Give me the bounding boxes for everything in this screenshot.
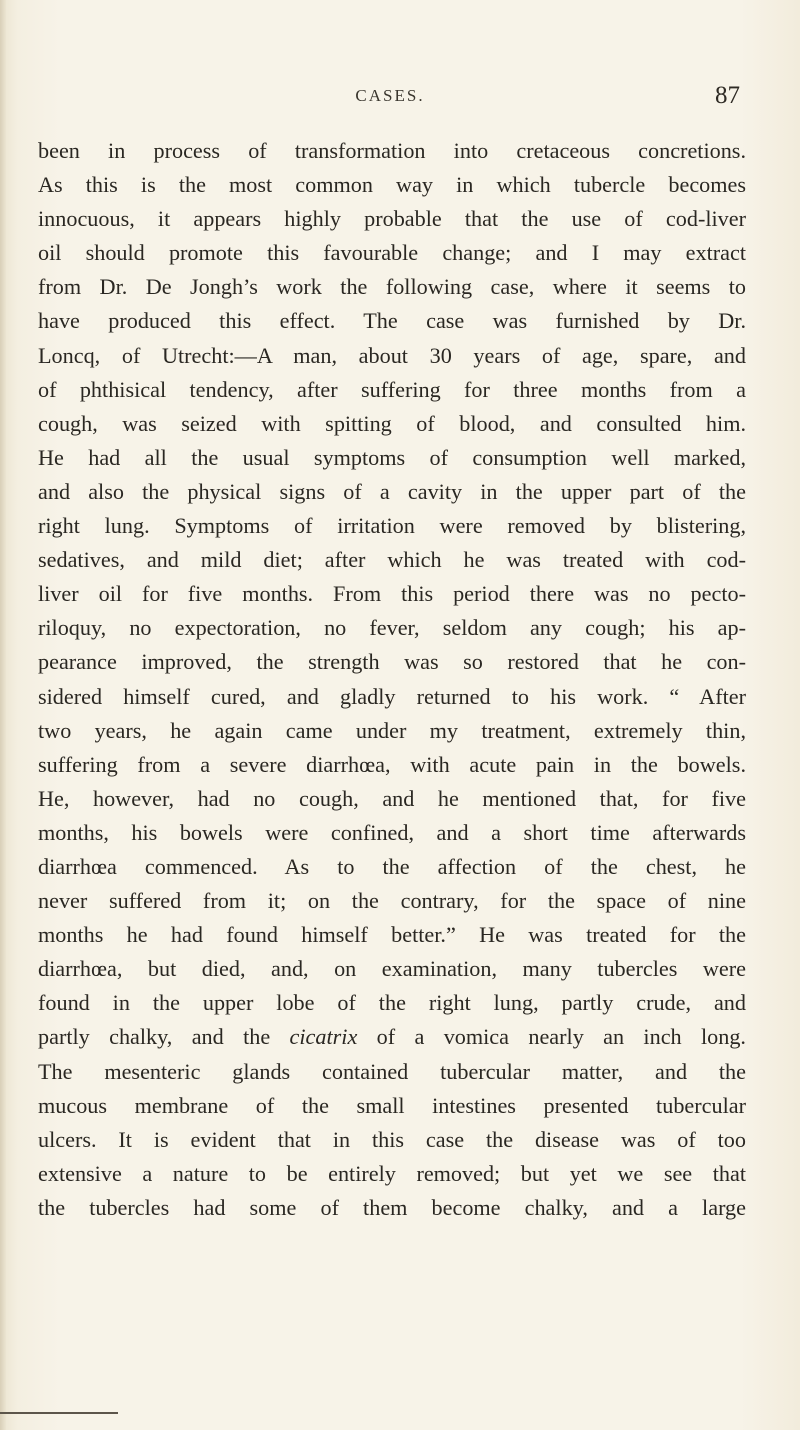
bottom-edge-mark (0, 1412, 118, 1414)
text-line: of phthisical tendency, after suffering for three months from a (38, 376, 746, 402)
text-line: diarrhœa, but died, and, on examination, many tubercles were (38, 956, 746, 982)
text-line-with-italic (38, 1020, 746, 1054)
text-line: Loncq, of Utrecht:—A man, about 30 years of age, spare, and (38, 342, 746, 368)
text-line: oil should promote this favourable change; and I may extract (38, 240, 746, 266)
page-number: 87 (715, 82, 740, 109)
text-line: have produced this effect. The case was furnished by Dr. (38, 308, 746, 334)
text-line: from Dr. De Jongh’s work the following case, where it seems to (38, 274, 746, 300)
text-line: The mesenteric glands contained tubercular matter, and the (38, 1058, 746, 1084)
text-line: sidered himself cured, and gladly returned to his work. “ After (38, 683, 746, 709)
page-binding-edge (0, 0, 6, 1430)
text-line: He, however, had no cough, and he mentioned that, for five (38, 785, 746, 811)
text-line: He had all the usual symptoms of consumption well marked, (38, 444, 746, 470)
text-line: mucous membrane of the small intestines presented tubercular (38, 1092, 746, 1118)
text-line: pearance improved, the strength was so restored that he con- (38, 649, 746, 675)
text-line: found in the upper lobe of the right lung, partly crude, and (38, 990, 746, 1016)
text-line: right lung. Symptoms of irritation were removed by blistering, (38, 513, 746, 539)
text-line: suffering from a severe diarrhœa, with acute pain in the bowels. (38, 751, 746, 777)
text-line: As this is the most common way in which tubercle becomes (38, 172, 746, 198)
text-line: cough, was seized with spitting of blood, and consulted him. (38, 410, 746, 436)
text-line: and also the physical signs of a cavity in the upper part of the (38, 478, 746, 504)
text-line: months, his bowels were confined, and a short time afterwards (38, 819, 746, 845)
text-line: extensive a nature to be entirely removed; but yet we see that (38, 1160, 746, 1186)
text-line: ulcers. It is evident that in this case the disease was of too (38, 1126, 746, 1152)
italic-term-cicatrix: cicatrix (289, 1024, 358, 1050)
text-line: sedatives, and mild diet; after which he was treated with cod- (38, 547, 746, 573)
text-segment: of a vomica nearly an inch long. (357, 1024, 746, 1050)
text-line: the tubercles had some of them become chalky, and a large (38, 1194, 746, 1220)
text-segment: partly chalky, and the (38, 1024, 290, 1050)
running-head (40, 82, 740, 112)
text-line: innocuous, it appears highly probable that the use of cod-liver (38, 206, 746, 232)
text-line: riloquy, no expectoration, no fever, seldom any cough; his ap- (38, 615, 746, 641)
text-line: months he had found himself better.” He was treated for the (38, 922, 746, 948)
text-line: diarrhœa commenced. As to the affection of the chest, he (38, 853, 746, 879)
text-line: two years, he again came under my treatment, extremely thin, (38, 717, 746, 743)
text-line: never suffered from it; on the contrary, for the space of nine (38, 888, 746, 914)
body-paragraph (38, 134, 746, 1225)
running-title: CASES. (355, 86, 425, 105)
text-line: liver oil for five months. From this period there was no pecto- (38, 581, 746, 607)
text-line: been in process of transformation into cretaceous concretions. (38, 138, 746, 163)
